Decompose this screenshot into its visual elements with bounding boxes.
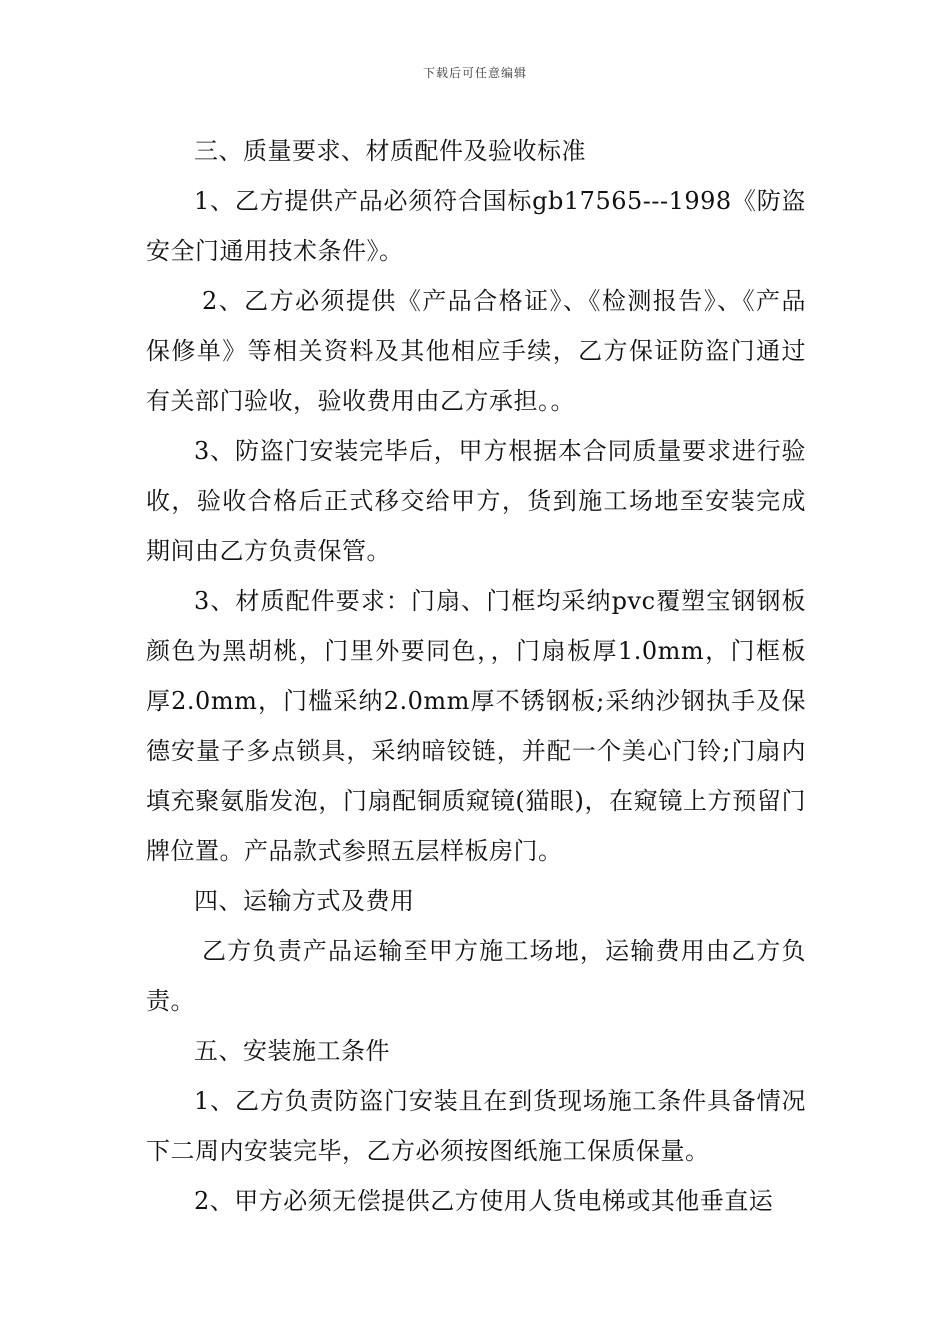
document-body xyxy=(146,126,806,1226)
paragraph-standard: 1、乙方提供产品必须符合国标gb17565---1998《防盗安全门通用技术条件》。 xyxy=(146,187,806,265)
paragraph-certificates: 2、乙方必须提供《产品合格证》、《检测报告》、《产品保修单》等相关资料及其他相应手续，乙方保证防盗门通过有关部门验收，验收费用由乙方承担。。 xyxy=(146,287,806,415)
paragraph-transport: 乙方负责产品运输至甲方施工场地，运输费用由乙方负责。 xyxy=(146,937,806,1015)
paragraph-materials: 3、材质配件要求：门扇、门框均采纳pvc覆塑宝钢钢板颜色为黑胡桃，门里外要同色，，门扇板厚1.0mm，门框板厚2.0mm，门槛采纳2.0mm厚不锈钢板;采纳沙钢执手及保德安量子多点锁具，采纳暗铰链，并配一个美心门铃;门扇内填充聚氨脂发泡，门扇配铜质窥镜(猫眼)，在窥镜上方预留门牌位置。产品款式参照五层样板房门。 xyxy=(146,587,806,865)
page-header-note: 下载后可任意编辑 xyxy=(422,66,527,80)
paragraph-installation-1: 1、乙方负责防盗门安装且在到货现场施工条件具备情况下二周内安装完毕，乙方必须按图纸施工保质保量。 xyxy=(146,1087,806,1165)
paragraph-acceptance: 3、防盗门安装完毕后，甲方根据本合同质量要求进行验收，验收合格后正式移交给甲方，货到施工场地至安装完成期间由乙方负责保管。 xyxy=(146,437,806,565)
paragraph-installation-2: 2、甲方必须无偿提供乙方使用人货电梯或其他垂直运 xyxy=(194,1187,774,1215)
section-heading-transport: 四、运输方式及费用 xyxy=(194,887,415,915)
section-heading-installation: 五、安装施工条件 xyxy=(194,1037,390,1065)
section-heading-quality: 三、质量要求、材质配件及验收标准 xyxy=(194,137,586,165)
